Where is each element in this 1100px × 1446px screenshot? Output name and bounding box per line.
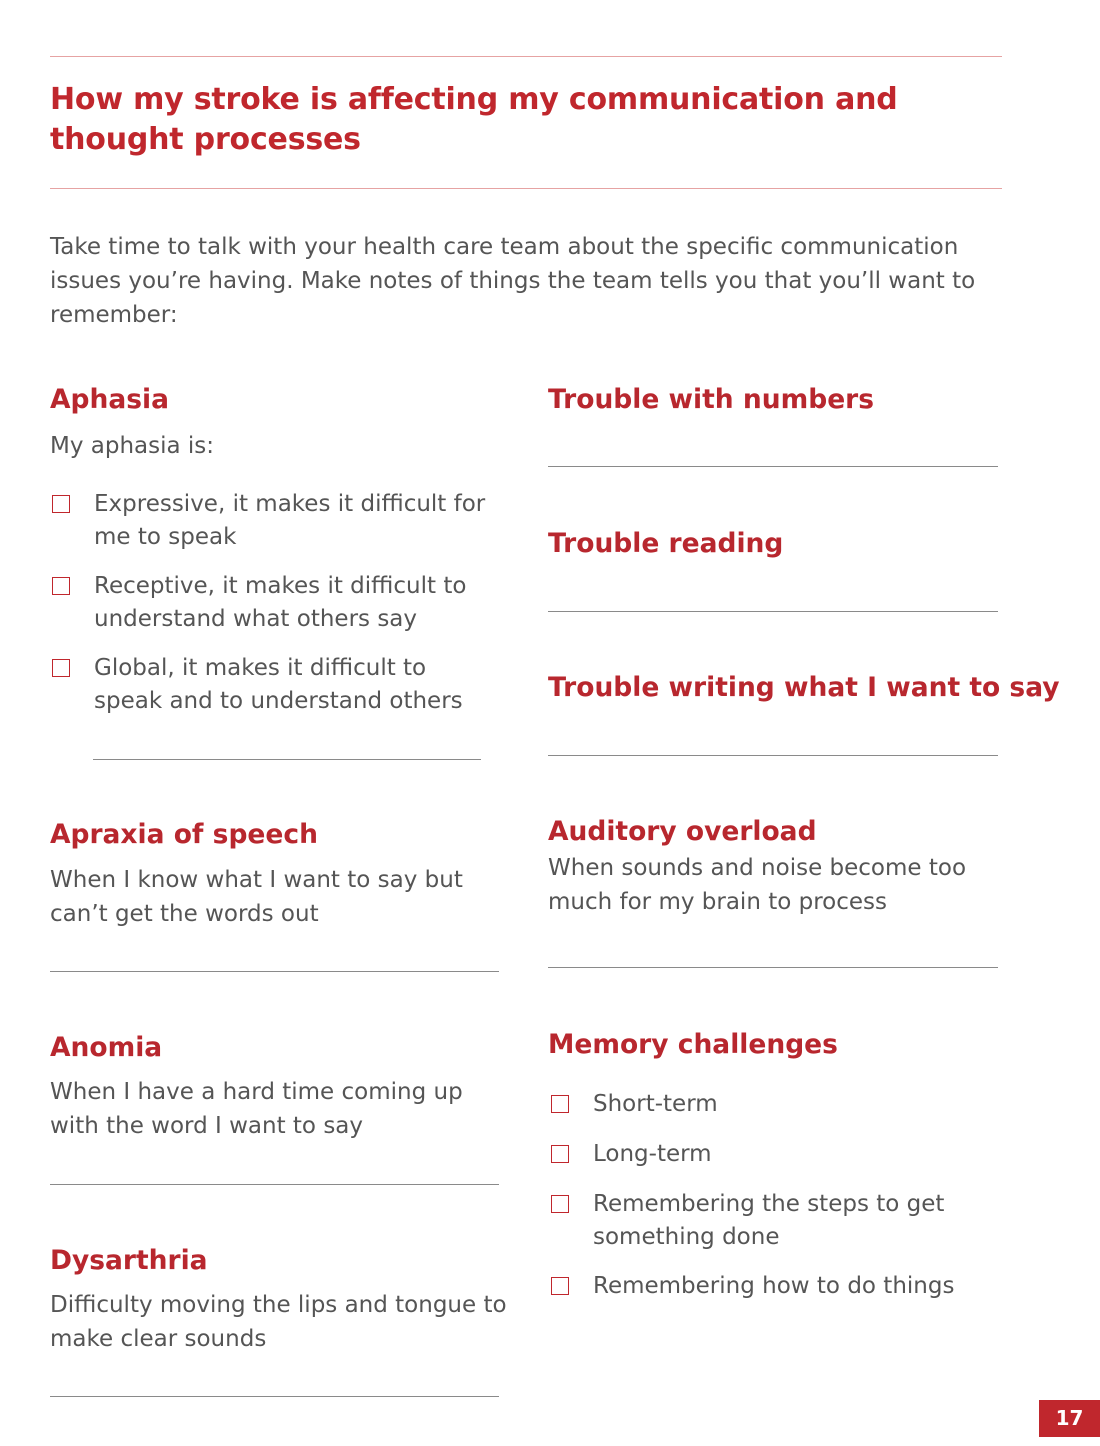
- title-divider: [50, 188, 1002, 189]
- aphasia-lead: My aphasia is:: [50, 433, 215, 459]
- checkbox[interactable]: [52, 659, 70, 677]
- intro-text: Take time to talk with your health care team about the specific communication issues you’re having. Make notes of things the team tells you that you’ll want to remember:: [50, 234, 976, 328]
- anomia-heading: Anomia: [50, 1032, 163, 1063]
- writing-heading: Trouble writing what I want to say: [548, 672, 1060, 703]
- aphasia-option-expressive[interactable]: [52, 488, 492, 554]
- option-label: Receptive, it makes it difficult to understand what others say: [94, 573, 467, 632]
- apraxia-notes-line[interactable]: [50, 971, 499, 972]
- option-label: Long-term: [593, 1141, 712, 1167]
- aphasia-heading: Aphasia: [50, 384, 169, 415]
- checkbox[interactable]: [52, 495, 70, 513]
- checkbox[interactable]: [551, 1195, 569, 1213]
- apraxia-description: When I know what I want to say but can’t get the words out: [50, 867, 463, 927]
- dysarthria-description: Difficulty moving the lips and tongue to make clear sounds: [50, 1292, 507, 1352]
- dysarthria-notes-line[interactable]: [50, 1396, 499, 1397]
- memory-option-steps[interactable]: [551, 1188, 991, 1254]
- auditory-notes-line[interactable]: [548, 967, 998, 968]
- option-label: Global, it makes it difficult to speak and to understand others: [94, 655, 463, 714]
- checkbox[interactable]: [52, 577, 70, 595]
- option-label: Short-term: [593, 1091, 718, 1117]
- option-label: Expressive, it makes it difficult for me to speak: [94, 491, 486, 550]
- aphasia-option-receptive[interactable]: [52, 570, 492, 636]
- auditory-description: When sounds and noise become too much for my brain to process: [548, 855, 967, 915]
- option-label: Remembering how to do things: [593, 1273, 955, 1299]
- checkbox[interactable]: [551, 1145, 569, 1163]
- anomia-description: When I have a hard time coming up with the word I want to say: [50, 1079, 463, 1139]
- aphasia-notes-line[interactable]: [93, 759, 481, 760]
- anomia-notes-line[interactable]: [50, 1184, 499, 1185]
- numbers-notes-line[interactable]: [548, 466, 998, 467]
- apraxia-heading: Apraxia of speech: [50, 819, 318, 850]
- numbers-heading: Trouble with numbers: [548, 384, 875, 415]
- page-number: 17: [1039, 1400, 1100, 1437]
- checkbox[interactable]: [551, 1095, 569, 1113]
- memory-heading: Memory challenges: [548, 1029, 838, 1060]
- writing-notes-line[interactable]: [548, 755, 998, 756]
- reading-heading: Trouble reading: [548, 528, 784, 559]
- page-title: How my stroke is affecting my communication and thought processes: [50, 82, 898, 157]
- dysarthria-heading: Dysarthria: [50, 1245, 208, 1276]
- memory-option-long-term[interactable]: [551, 1138, 991, 1171]
- memory-option-short-term[interactable]: [551, 1088, 991, 1121]
- option-label: Remembering the steps to get something done: [593, 1191, 945, 1250]
- top-divider: [50, 56, 1002, 57]
- reading-notes-line[interactable]: [548, 611, 998, 612]
- memory-option-how-to[interactable]: [551, 1270, 1011, 1303]
- aphasia-option-global[interactable]: [52, 652, 492, 718]
- checkbox[interactable]: [551, 1277, 569, 1295]
- auditory-heading: Auditory overload: [548, 816, 817, 847]
